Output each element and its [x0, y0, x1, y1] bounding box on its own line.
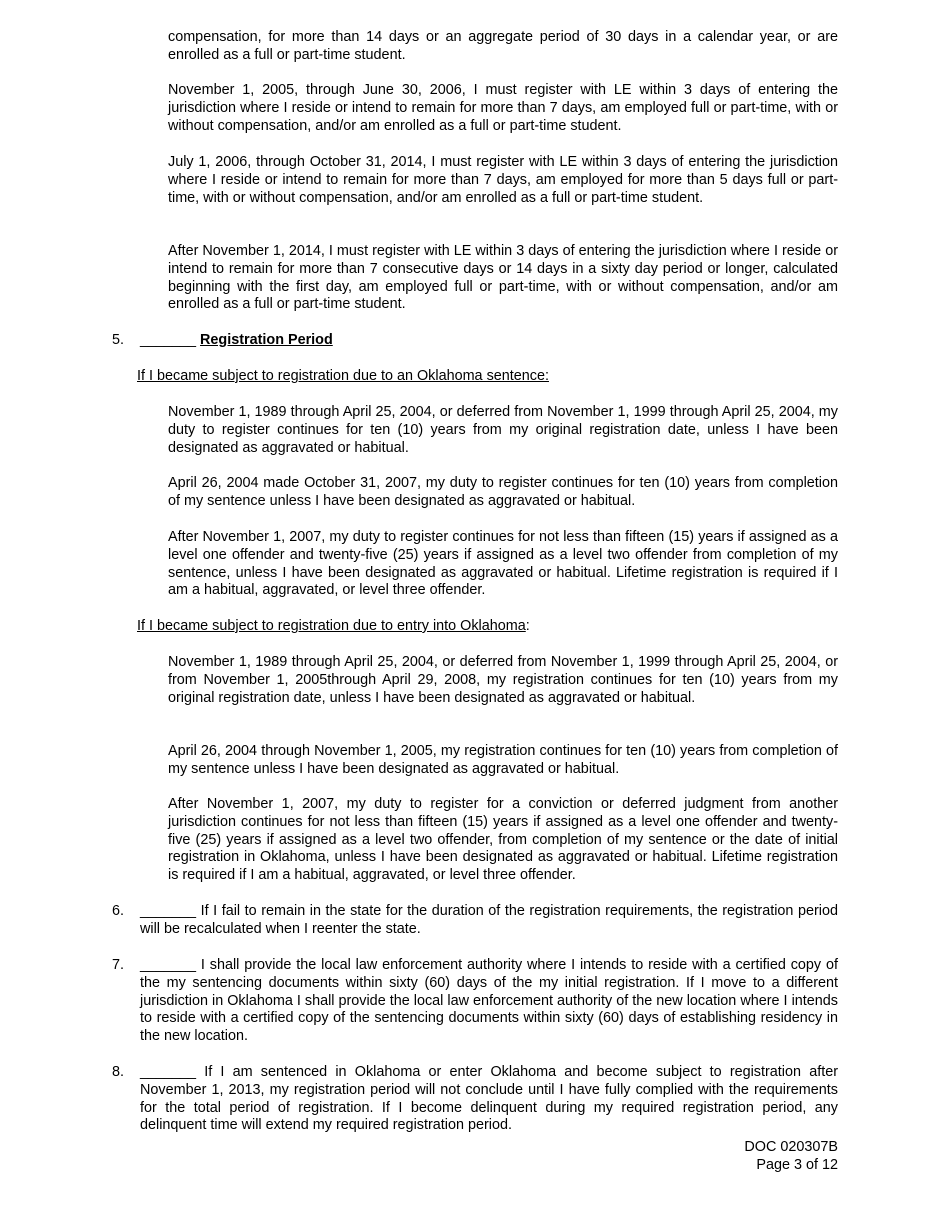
section-5-title: Registration Period [200, 332, 333, 348]
page-footer [744, 1139, 838, 1175]
initials-blank-7[interactable]: _______ [140, 957, 197, 973]
item-8 [112, 1064, 838, 1135]
item-7-number: 7. [112, 957, 125, 973]
intro-paragraph-2: November 1, 2005, through June 30, 2006, I must register with LE within 3 days of entering the jurisdiction where I reside or intend to remain for more than 7 days, am employed full or part-time, with or without compensation, and/or am enrolled as a full or part-time student. [168, 82, 838, 134]
item-8-text: If I am sentenced in Oklahoma or enter Oklahoma and become subject to registration after November 1, 2013, my registration period will not conclude until I have fully complied with the requirements for the total period of registration. If I become delinquent during my required registration period, any delinquent time will extend my required registration period. [140, 1064, 838, 1134]
initials-blank-6[interactable]: _______ [140, 903, 197, 919]
item-6-number: 6. [112, 903, 125, 919]
subheading-entry-into-oklahoma: If I became subject to registration due to entry into Oklahoma: [137, 618, 530, 634]
sub-a-paragraph-2: April 26, 2004 made October 31, 2007, my duty to register continues for ten (10) years from completion of my sentence unless I have been designated as aggravated or habitual. [168, 475, 838, 509]
page-number: Page 3 of 12 [756, 1156, 838, 1173]
item-6 [112, 903, 838, 939]
sub-a-paragraph-3: After November 1, 2007, my duty to register continues for not less than fifteen (15) years if assigned as a level one offender and twenty-five (25) years if assigned as a level two offender from completion of my sentence, unless I have been designated as aggravated or habitual. Lifetime registration is required if I am a habitual, aggravated, or level three offender. [168, 529, 838, 599]
section-5-number: 5. [112, 332, 125, 348]
intro-paragraph-4: After November 1, 2014, I must register with LE within 3 days of entering the jurisdiction where I reside or intend to remain for more than 7 consecutive days or 14 days in a sixty day period or longer, calculated beginning with the first day, am employed full or part-time, with or without compensation, and/or am enrolled as a full or part-time student. [168, 243, 838, 313]
intro-paragraph-1: compensation, for more than 14 days or an aggregate period of 30 days in a calendar year, or are enrolled as a full or part-time student. [168, 29, 838, 63]
item-8-number: 8. [112, 1064, 125, 1080]
initials-blank-8[interactable]: _______ [140, 1064, 197, 1080]
sub-b-paragraph-1: November 1, 1989 through April 25, 2004, or deferred from November 1, 1999 through April 25, 2004, or from November 1, 2005through April 29, 2008, my registration continues for ten (10) years from my original registration date, unless I have been designated as aggravated or habitual. [168, 654, 838, 706]
sub-b-paragraph-3: After November 1, 2007, my duty to register for a conviction or deferred judgment from another jurisdiction continues for not less than fifteen (15) years if assigned as a level one offender and twenty-five (25) years if assigned as a level two offender, from completion of my sentence or the date of initial registration in Oklahoma, unless I have been designated as aggravated or habitual. Lifetime registration is required if I am a habitual, aggravated, or level three offender. [168, 796, 838, 884]
subheading-oklahoma-sentence: If I became subject to registration due to an Oklahoma sentence: [137, 368, 549, 384]
initials-blank-5[interactable]: _______ [140, 332, 197, 348]
section-5-heading [112, 332, 838, 350]
sub-a-paragraph-1: November 1, 1989 through April 25, 2004, or deferred from November 1, 1999 through April 25, 2004, my duty to register continues for ten (10) years from my original registration date, unless I have been designated as aggravated or habitual. [168, 404, 838, 456]
sub-b-paragraph-2: April 26, 2004 through November 1, 2005, my registration continues for ten (10) years from completion of my sentence unless I have been designated as aggravated or habitual. [168, 743, 838, 777]
item-7 [112, 957, 838, 1046]
item-6-text: If I fail to remain in the state for the duration of the registration requirements, the registration period will be recalculated when I reenter the state. [140, 903, 838, 937]
item-7-text: I shall provide the local law enforcement authority where I intends to reside with a certified copy of the my sentencing documents within sixty (60) days of the my initial registration. If I move to a different jurisdiction in Oklahoma I shall provide the local law enforcement authority of the new location where I intends to reside with a certified copy of the sentencing documents within sixty (60) days of establishing residency in the new location. [140, 957, 838, 1045]
doc-number: DOC 020307B [744, 1139, 838, 1155]
intro-paragraph-3: July 1, 2006, through October 31, 2014, I must register with LE within 3 days of entering the jurisdiction where I reside or intend to remain for more than 7 days, am employed for more than 5 days full or part-time, with or without compensation, and/or am enrolled as a full or part-time student. [168, 154, 838, 206]
